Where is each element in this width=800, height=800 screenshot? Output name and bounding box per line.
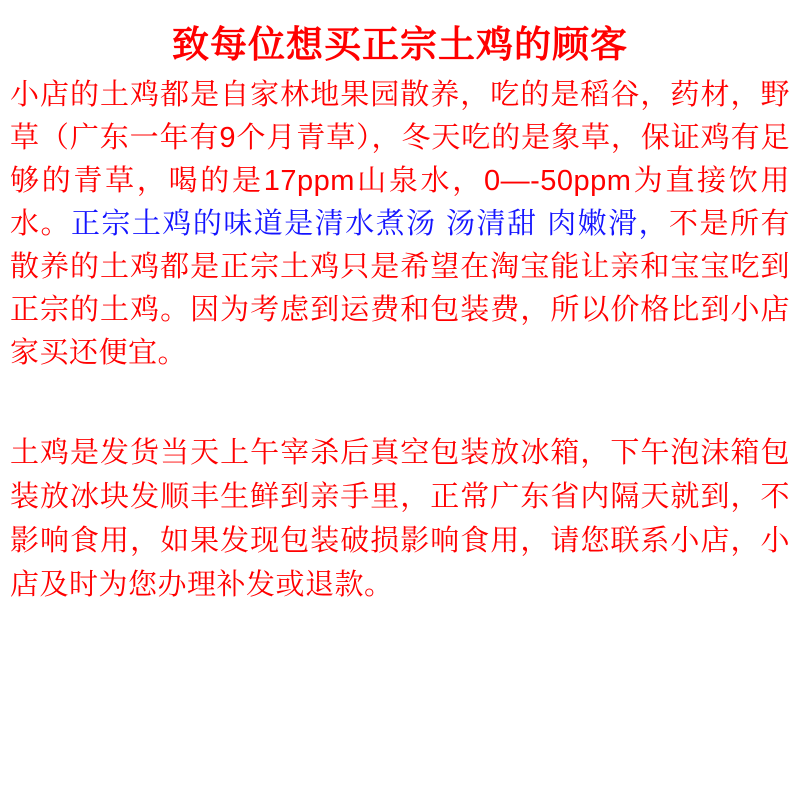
paragraph-spacer [10,375,790,431]
intro-text-red-part-1: 小店的土鸡都是自家林地果园散养，吃的是稻谷，药材，野草（广东一年有9个月青草），冬天吃的是象草，保证鸡有足够的青草，喝的是17ppm山泉水，0—-50ppm为直接饮用水。 [10,79,790,240]
intro-text-red-part-2: 不是所有散养的土鸡都是正宗土鸡只是希望在淘宝能让亲和宝宝吃到正宗的土鸡。因为考虑到运费和包装费，所以价格比到小店家买还便宜。 [10,207,790,369]
page-title: 致每位想买正宗土鸡的顾客 [172,24,628,65]
intro-paragraph [10,74,790,374]
shipping-paragraph: 土鸡是发货当天上午宰杀后真空包装放冰箱，下午泡沫箱包装放冰块发顺丰生鲜到亲手里，正常广东省内隔天就到，不影响食用，如果发现包装破损影响食用，请您联系小店，小店及时为您办理补发或退款。 [10,436,790,601]
intro-text-blue-part: 正宗土鸡的味道是清水煮汤 汤清甜 肉嫩滑， [70,207,670,240]
